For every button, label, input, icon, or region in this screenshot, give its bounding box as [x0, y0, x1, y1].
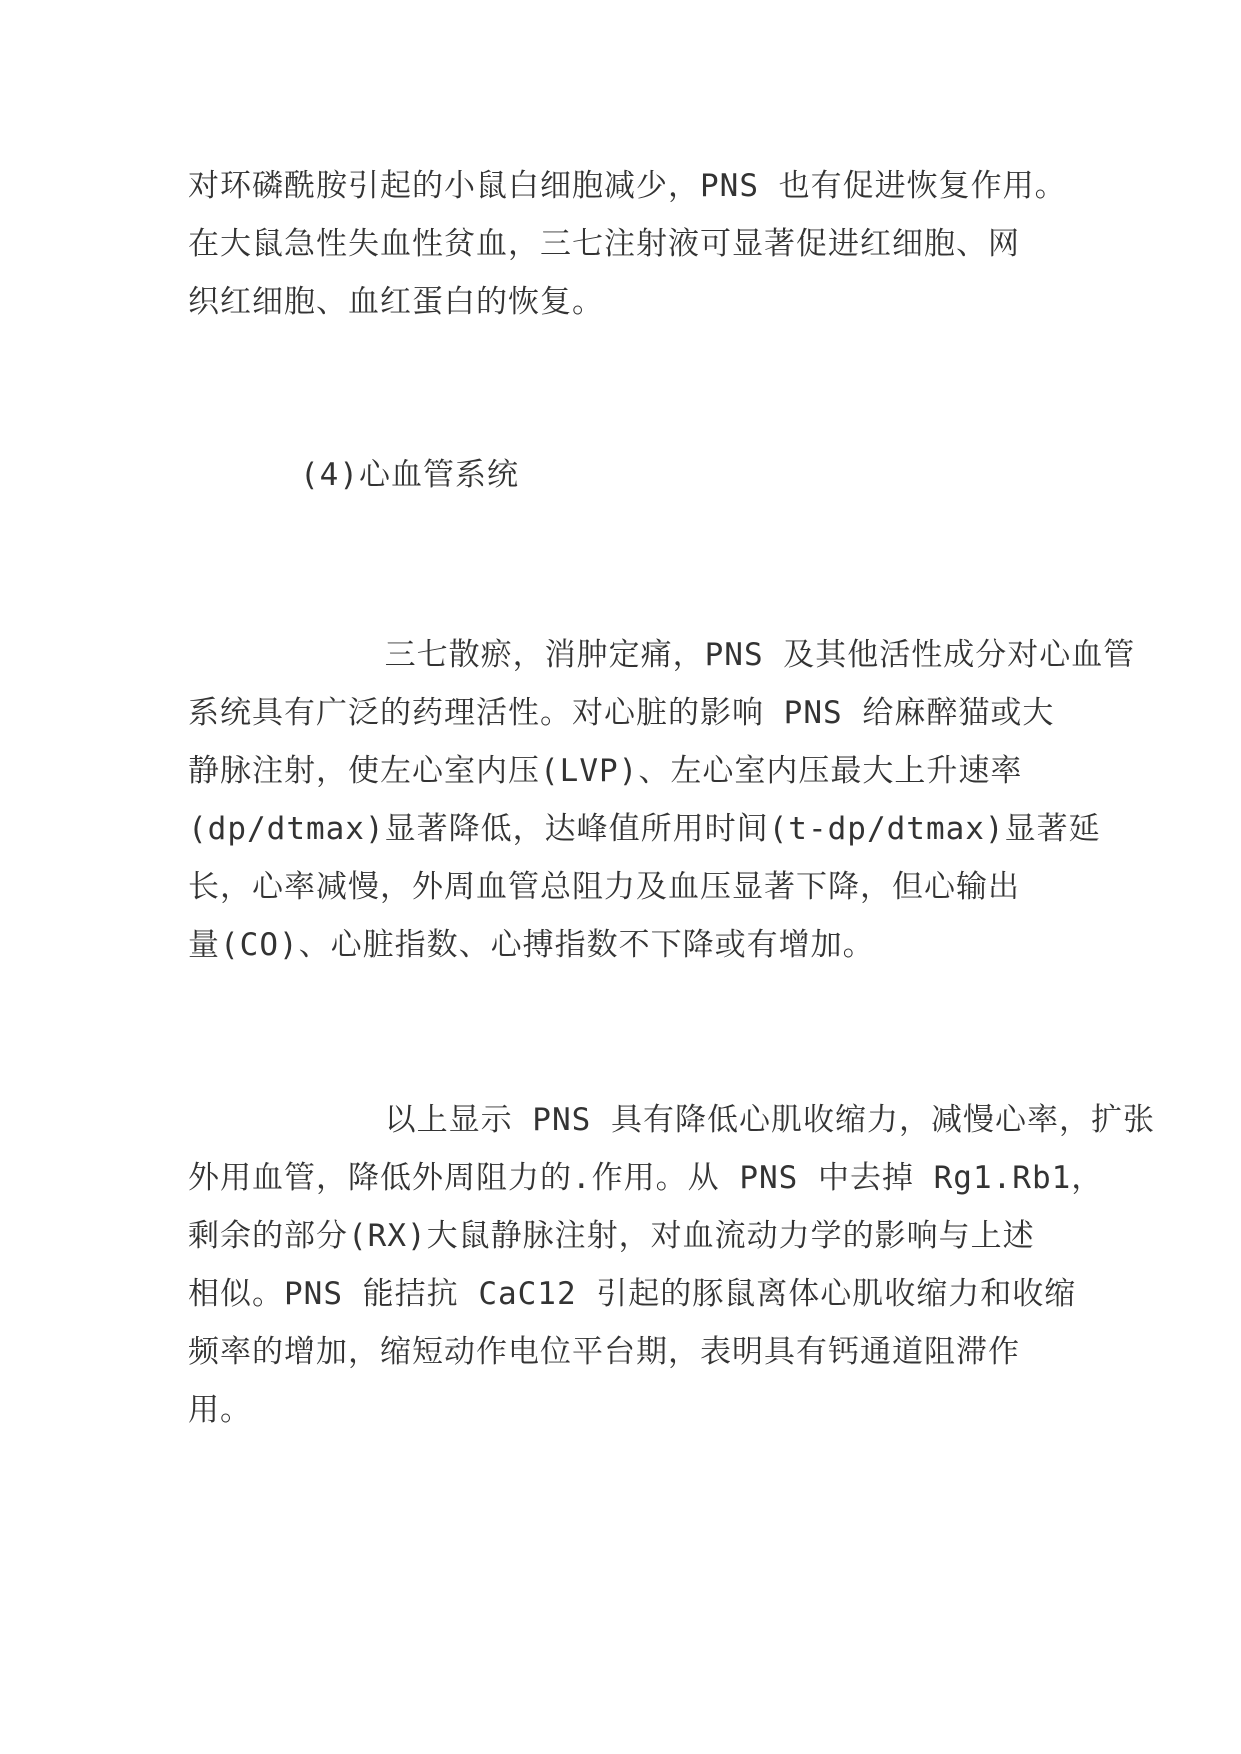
paragraph-line: (dp/dtmax)显著降低，达峰值所用时间(t-dp/dtmax)显著延 [188, 811, 1101, 847]
paragraph-line: 用。 [188, 1392, 252, 1428]
paragraph-line: 织红细胞、血红蛋白的恢复。 [188, 284, 604, 320]
paragraph-line: 对环磷酰胺引起的小鼠白细胞减少，PNS 也有促进恢复作用。 [188, 168, 1067, 204]
paragraph-line: 静脉注射，使左心室内压(LVP)、左心室内压最大上升速率 [188, 753, 1023, 789]
paragraph-line: 外用血管，降低外周阻力的.作用。从 PNS 中去掉 Rg1.Rb1， [188, 1160, 1104, 1196]
paragraph-line: 以上显示 PNS 具有降低心肌收缩力，减慢心率，扩张 [188, 1102, 1155, 1138]
paragraph-calcium-channel [188, 1091, 1155, 1439]
paragraph-line: 量(CO)、心脏指数、心搏指数不下降或有增加。 [188, 927, 875, 963]
paragraph-line: 系统具有广泛的药理活性。对心脏的影响 PNS 给麻醉猫或大 [188, 695, 1055, 731]
paragraph-blood-recovery [188, 157, 1068, 331]
paragraph-line: 频率的增加，缩短动作电位平台期，表明具有钙通道阻滞作 [188, 1334, 1020, 1370]
section-heading-cardiovascular: (4)心血管系统 [300, 457, 519, 493]
paragraph-line: 三七散瘀，消肿定痛，PNS 及其他活性成分对心血管 [188, 637, 1136, 673]
paragraph-cardiovascular-effects [188, 626, 1136, 974]
paragraph-line: 在大鼠急性失血性贫血，三七注射液可显著促进红细胞、网 [188, 226, 1020, 262]
paragraph-line: 长，心率减慢，外周血管总阻力及血压显著下降，但心输出 [188, 869, 1020, 905]
paragraph-line: 相似。PNS 能拮抗 CaC12 引起的豚鼠离体心肌收缩力和收缩 [188, 1276, 1077, 1312]
paragraph-line: 剩余的部分(RX)大鼠静脉注射，对血流动力学的影响与上述 [188, 1218, 1035, 1254]
